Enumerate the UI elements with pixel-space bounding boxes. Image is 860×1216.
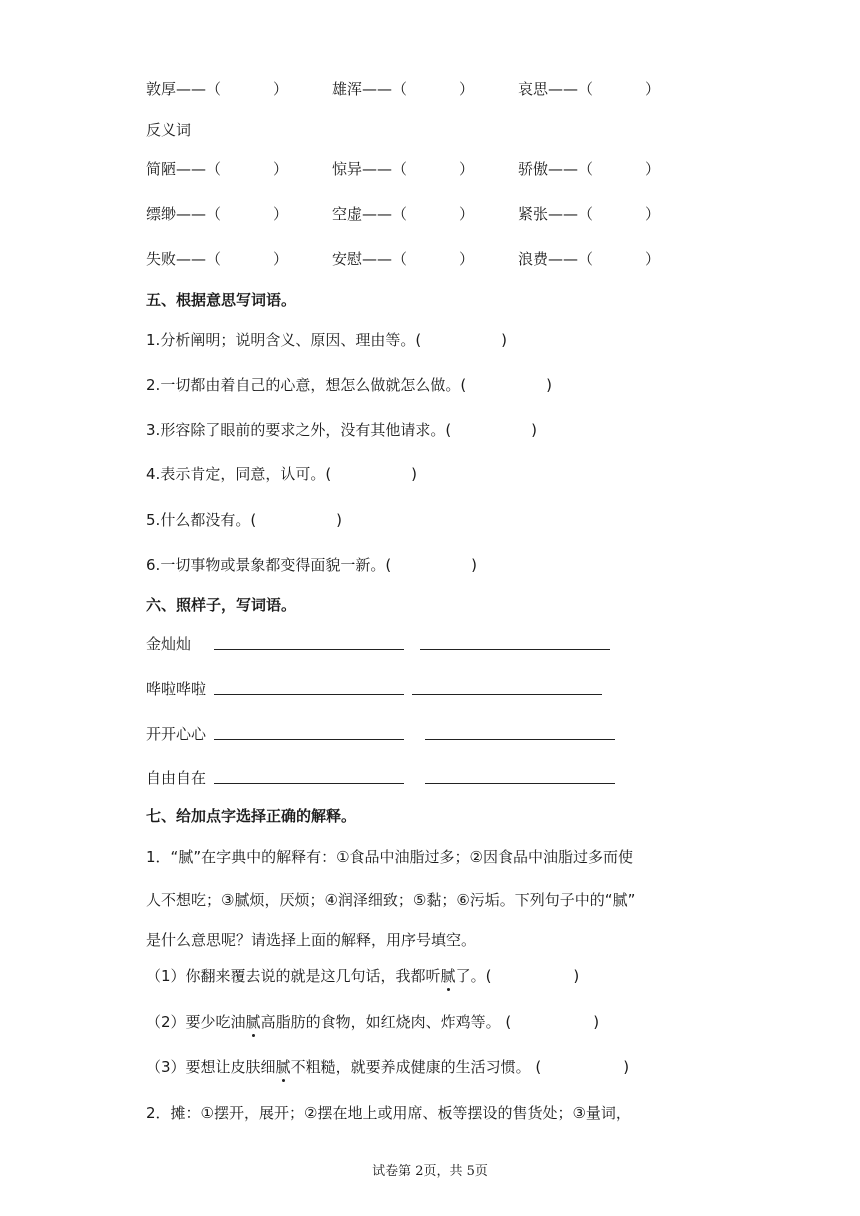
question-2-text: 2．摊：①摆开，展开；②摆在地上或用席、板等摆设的售货处；③量词，: [146, 1104, 631, 1122]
antonym-item: 安慰——（ ）: [332, 250, 475, 268]
question-1-text: 是什么意思呢？请选择上面的解释，用序号填空。: [146, 931, 477, 949]
sample-word: 金灿灿: [146, 635, 192, 653]
antonym-item: 紧张——（ ）: [518, 205, 661, 223]
question-1-text: 人不想吃；③腻烦，厌烦；④润泽细致；⑤黏；⑥污垢。下列句子中的“腻”: [146, 891, 636, 909]
antonym-item: 缥缈——（ ）: [146, 205, 289, 223]
section-7-title: 七、给加点字选择正确的解释。: [146, 807, 357, 825]
sub-question-1: （1）你翻来覆去说的就是这几句话，我都听腻了。( ): [146, 967, 580, 985]
sample-word: 开开心心: [146, 725, 207, 743]
definition-item-1: 1.分析阐明；说明含义、原因、理由等。( ): [146, 331, 508, 349]
answer-blank[interactable]: [425, 767, 615, 784]
sample-word: 自由自在: [146, 769, 207, 787]
answer-blank[interactable]: [412, 678, 602, 695]
definition-item-6: 6.一切事物或景象都变得面貌一新。( ): [146, 556, 478, 574]
antonym-item: 惊异——（ ）: [332, 160, 475, 178]
answer-blank[interactable]: [214, 767, 404, 784]
synonym-item-2: 雄浑——（ ）: [332, 80, 475, 98]
answer-blank[interactable]: [214, 633, 404, 650]
synonym-item-3: 哀思——（ ）: [518, 80, 661, 98]
antonym-item: 浪费——（ ）: [518, 250, 661, 268]
sub-question-3: （3）要想让皮肤细腻不粗糙，就要养成健康的生活习惯。 ( ): [146, 1058, 630, 1076]
definition-item-4: 4.表示肯定，同意，认可。( ): [146, 465, 418, 483]
antonym-item: 骄傲——（ ）: [518, 160, 661, 178]
answer-blank[interactable]: [420, 633, 610, 650]
answer-blank[interactable]: [214, 723, 404, 740]
antonym-item: 简陋——（ ）: [146, 160, 289, 178]
definition-item-5: 5.什么都没有。( ): [146, 511, 343, 529]
answer-blank[interactable]: [214, 678, 404, 695]
question-1-text: 1．“腻”在字典中的解释有：①食品中油脂过多；②因食品中油脂过多而使: [146, 848, 633, 866]
antonym-item: 空虚——（ ）: [332, 205, 475, 223]
definition-item-3: 3.形容除了眼前的要求之外，没有其他请求。( ): [146, 421, 538, 439]
definition-item-2: 2.一切都由着自己的心意，想怎么做就怎么做。( ): [146, 376, 553, 394]
section-5-title: 五、根据意思写词语。: [146, 291, 297, 309]
section-6-title: 六、照样子，写词语。: [146, 596, 297, 614]
antonym-label: 反义词: [146, 121, 192, 139]
answer-blank[interactable]: [425, 723, 615, 740]
antonym-item: 失败——（ ）: [146, 250, 289, 268]
page-footer: 试卷第 2页，共 5页: [372, 1164, 488, 1179]
synonym-item-1: 敦厚——（ ）: [146, 80, 289, 98]
sample-word: 哗啦哗啦: [146, 680, 207, 698]
sub-question-2: （2）要少吃油腻高脂肪的食物，如红烧肉、炸鸡等。 ( ): [146, 1013, 600, 1031]
